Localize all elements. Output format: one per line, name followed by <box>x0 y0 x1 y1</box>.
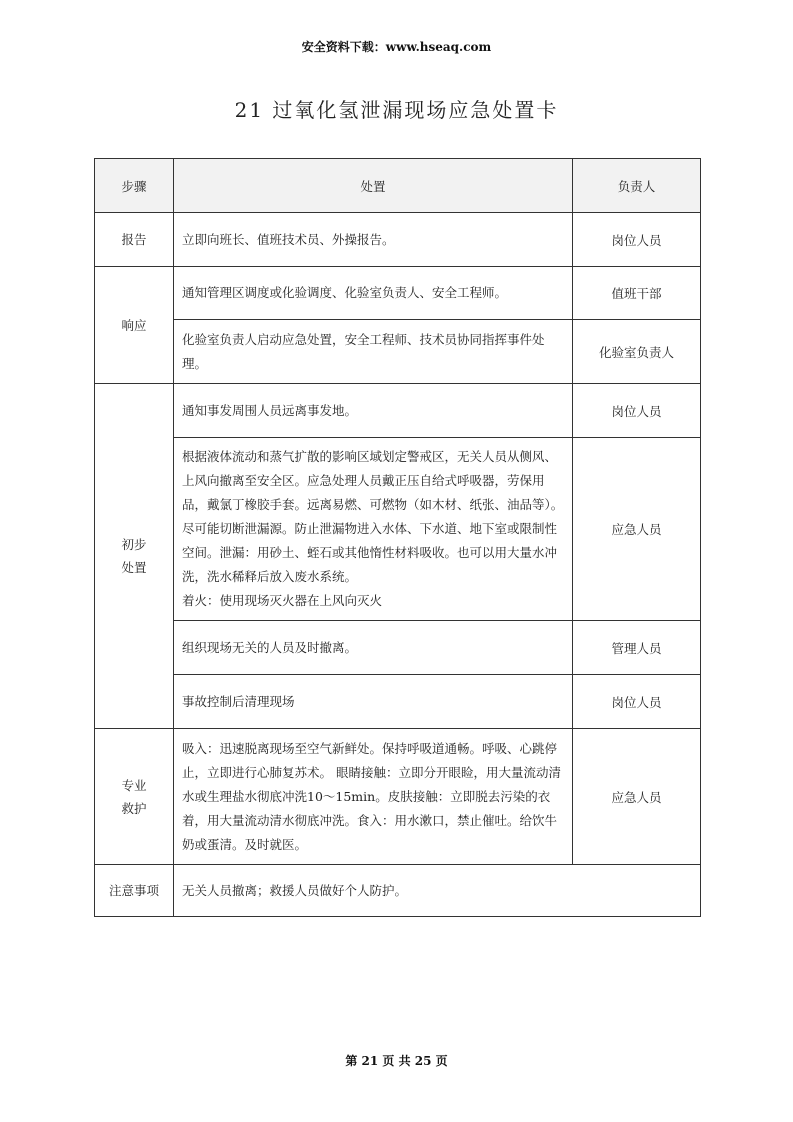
owner-cell: 岗位人员 <box>573 213 701 267</box>
emergency-card-table <box>94 158 701 917</box>
step-label: 专业救护 <box>121 777 147 816</box>
action-cell: 化验室负责人启动应急处置，安全工程师、技术员协同指挥事件处理。 <box>174 320 573 384</box>
owner-cell: 管理人员 <box>573 621 701 675</box>
owner-cell: 岗位人员 <box>573 675 701 729</box>
owner-cell: 应急人员 <box>573 729 701 865</box>
table-row <box>95 213 701 267</box>
step-cell: 响应 <box>95 267 174 384</box>
step-label: 初步处置 <box>121 537 147 575</box>
step-cell: 注意事项 <box>95 865 174 917</box>
table-row <box>95 675 701 729</box>
action-cell: 立即向班长、值班技术员、外操报告。 <box>174 213 573 267</box>
header-action: 处置 <box>174 159 573 213</box>
document-header: 安全资料下载：www.hseaq.com <box>301 40 492 54</box>
action-cell: 通知管理区调度或化验调度、化验室负责人、安全工程师。 <box>174 267 573 320</box>
step-cell: 报告 <box>95 213 174 267</box>
table-row <box>95 865 701 917</box>
owner-cell: 应急人员 <box>573 438 701 621</box>
action-text-extra: 着火：使用现场灭火器在上风向灭火 <box>182 593 383 608</box>
action-cell: 组织现场无关的人员及时撤离。 <box>174 621 573 675</box>
owner-cell: 值班干部 <box>573 267 701 320</box>
owner-cell: 化验室负责人 <box>573 320 701 384</box>
action-cell: 事故控制后清理现场 <box>174 675 573 729</box>
table-row <box>95 729 701 865</box>
table-row <box>95 384 701 438</box>
page-footer: 第 21 页 共 25 页 <box>345 1054 448 1068</box>
action-cell: 无关人员撤离；救援人员做好个人防护。 <box>174 865 701 917</box>
table-row <box>95 267 701 320</box>
step-cell <box>95 729 174 865</box>
header-owner: 负责人 <box>573 159 701 213</box>
table-row <box>95 438 701 621</box>
action-cell: 吸入：迅速脱离现场至空气新鲜处。保持呼吸道通畅。呼吸、心跳停止，立即进行心肺复苏术。 眼睛接触：立即分开眼睑，用大量流动清水或生理盐水彻底冲洗10～15min。皮肤接触：立即脱去污染的衣着，用大量流动清水彻底冲洗。食入：用水漱口，禁止催吐。给饮牛奶或蛋清。及时就医。 <box>174 729 573 865</box>
table-row <box>95 621 701 675</box>
action-cell: 通知事发周围人员远离事发地。 <box>174 384 573 438</box>
action-cell <box>174 438 573 621</box>
step-cell <box>95 384 174 729</box>
action-text: 根据液体流动和蒸气扩散的影响区域划定警戒区，无关人员从侧风、上风向撤离至安全区。应急处理人员戴正压自给式呼吸器，劳保用品，戴氯丁橡胶手套。远离易燃、可燃物（如木材、纸张、油品等）。尽可能切断泄漏源。防止泄漏物进入水体、下水道、地下室或限制性空间。泄漏：用砂土、蛭石或其他惰性材料吸收。也可以用大量水冲洗，洗水稀释后放入废水系统。 <box>182 449 564 584</box>
page-title: 21 过氧化氢泄漏现场应急处置卡 <box>234 98 559 122</box>
table-row <box>95 320 701 384</box>
header-step: 步骤 <box>95 159 174 213</box>
table-header-row <box>95 159 701 213</box>
owner-cell: 岗位人员 <box>573 384 701 438</box>
